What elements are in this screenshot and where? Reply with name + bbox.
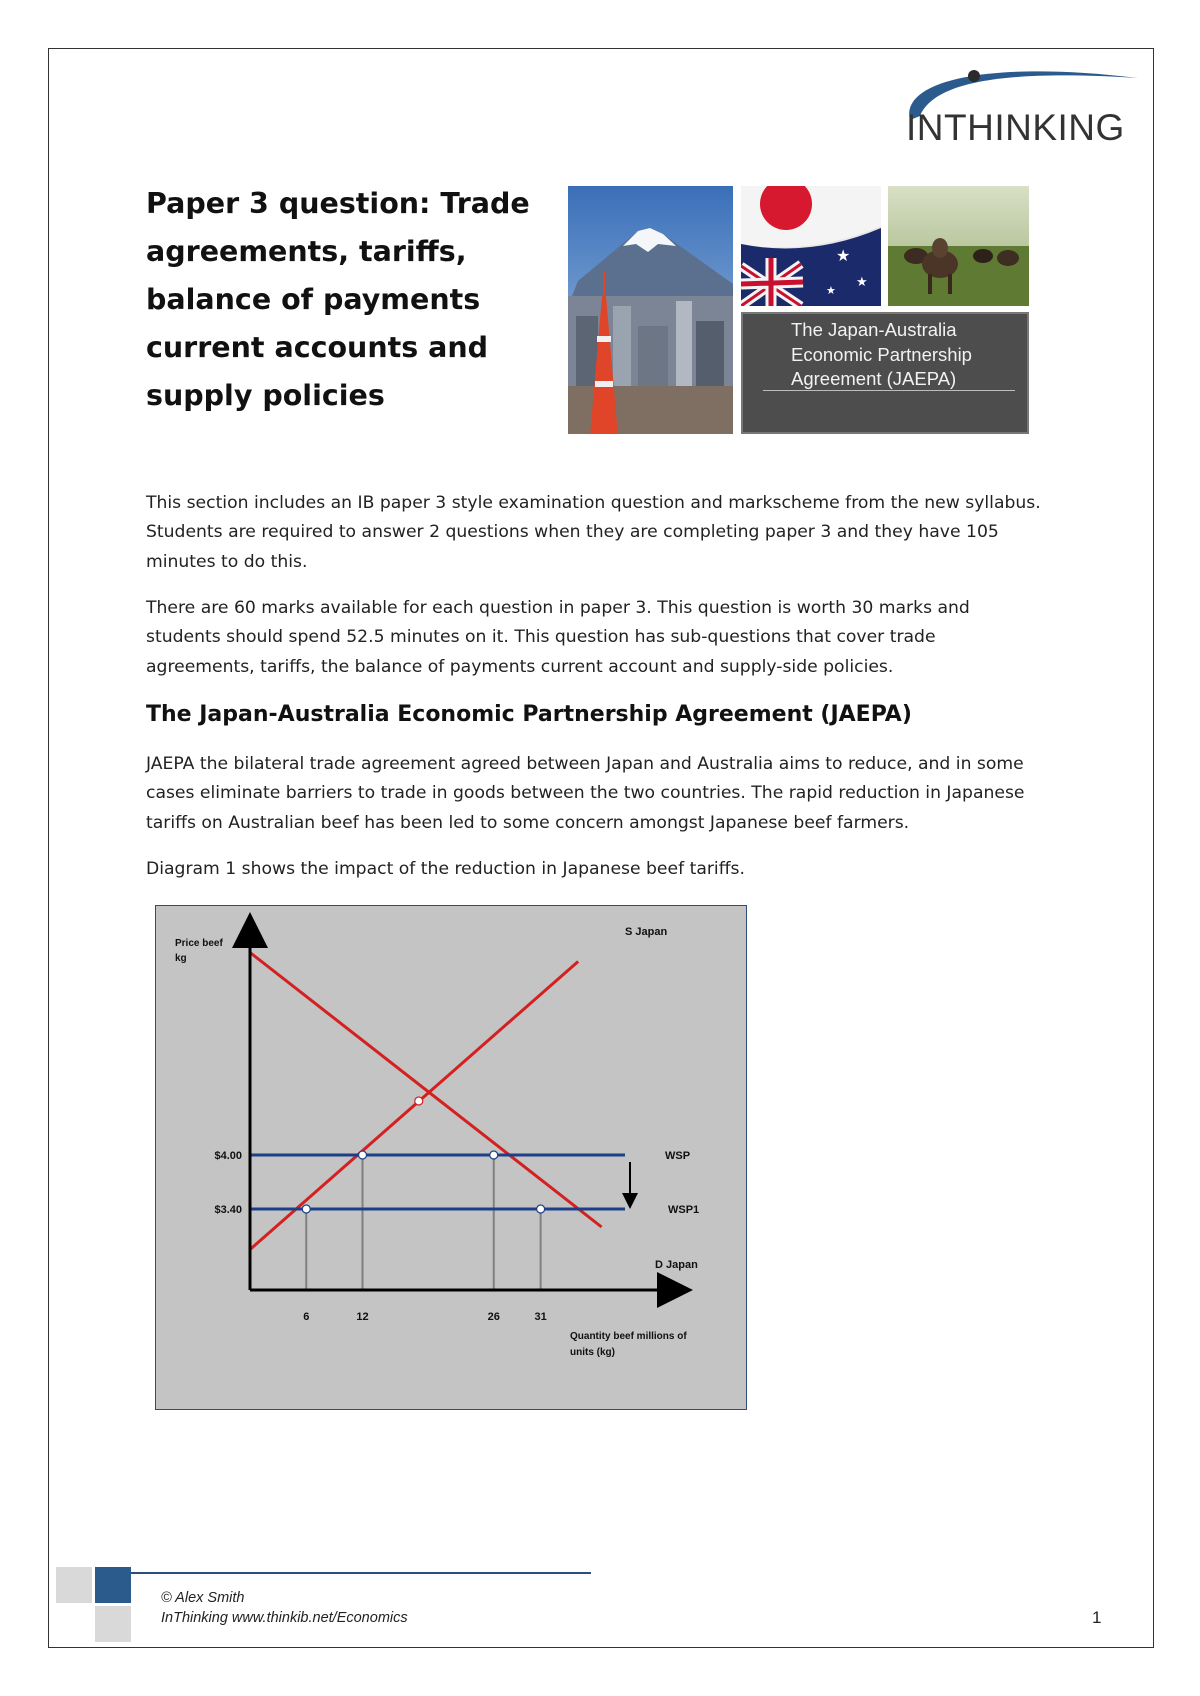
inthinking-logo [880,58,1140,150]
diagram-svg [155,905,747,1410]
series-label-d-japan: D Japan [655,1259,698,1271]
logo-text: INTHINKING [906,107,1125,148]
series-label-s-japan: S Japan [625,926,668,938]
footer-copyright: © Alex Smith [161,1590,245,1606]
japan-australia-flags-image [741,186,881,306]
section-paragraph-1: JAEPA the bilateral trade agreement agreed between Japan and Australia aims to reduce, and in some cases eliminate barriers to trade in goods between the two countries. The rapid reduction in Japanese tariffs on Australian beef has been led to some concern amongst Japanese beef farmers. [146,754,1025,833]
x-tick-label-1: 12 [356,1311,369,1323]
series-label-wsp1: WSP1 [668,1204,700,1216]
intersection-point-3 [537,1205,545,1213]
x-tick-label-2: 26 [487,1311,500,1323]
x-tick-label-0: 6 [303,1311,310,1323]
section-paragraph-2: Diagram 1 shows the impact of the reduction in Japanese beef tariffs. [146,859,745,879]
x-tick-label-3: 31 [534,1311,547,1323]
cattle-field-image [888,186,1029,306]
tokyo-skyline-image [568,186,733,434]
y-tick-label-1: $4.00 [214,1150,242,1162]
series-label-wsp: WSP [665,1150,691,1162]
jaepa-caption: The Japan-Australia Economic Partnership Agreement (JAEPA) [791,319,972,389]
intro-paragraph-1: This section includes an IB paper 3 style examination question and markscheme from the new syllabus. Students are required to answer 2 questions when they are completing paper 3 and they have 105 minutes to do this. [146,493,1041,572]
y-axis-label: Price beef [175,938,223,949]
intersection-point-0 [302,1205,310,1213]
x-axis-label-line-2: units (kg) [570,1347,615,1358]
svg-text:★: ★ [856,275,868,290]
intersection-point-2 [490,1151,498,1159]
footer-square-grey-2 [95,1606,131,1642]
y-axis-label-line-2: kg [175,953,187,964]
x-axis-label: Quantity beef millions of [570,1331,687,1342]
intro-paragraph-2: There are 60 marks available for each question in paper 3. This question is worth 30 marks and students should spend 52.5 minutes on it. This question has sub-questions that cover trade agreements, tariffs, the balance of payments current account and supply-side policies. [146,598,970,677]
caption-divider [763,390,1015,391]
footer-square-blue [95,1567,131,1603]
equilibrium-point [415,1097,423,1105]
y-tick-label-0: $3.40 [214,1204,242,1216]
page-title: Paper 3 question: Trade agreements, tariffs, balance of payments current accounts and supply policies [146,187,530,412]
logo-swoosh-icon [880,58,1140,150]
page-number: 1 [1092,1608,1102,1627]
footer-square-grey-1 [56,1567,92,1603]
jaepa-caption-box [741,312,1029,434]
svg-text:★: ★ [836,246,851,265]
beef-tariff-diagram [155,905,747,1410]
svg-text:★: ★ [826,284,836,297]
footer-site[interactable]: InThinking www.thinkib.net/Economics [161,1610,408,1626]
section-heading: The Japan-Australia Economic Partnership Agreement (JAEPA) [146,702,912,727]
footer-rule [131,1572,591,1574]
intersection-point-1 [359,1151,367,1159]
